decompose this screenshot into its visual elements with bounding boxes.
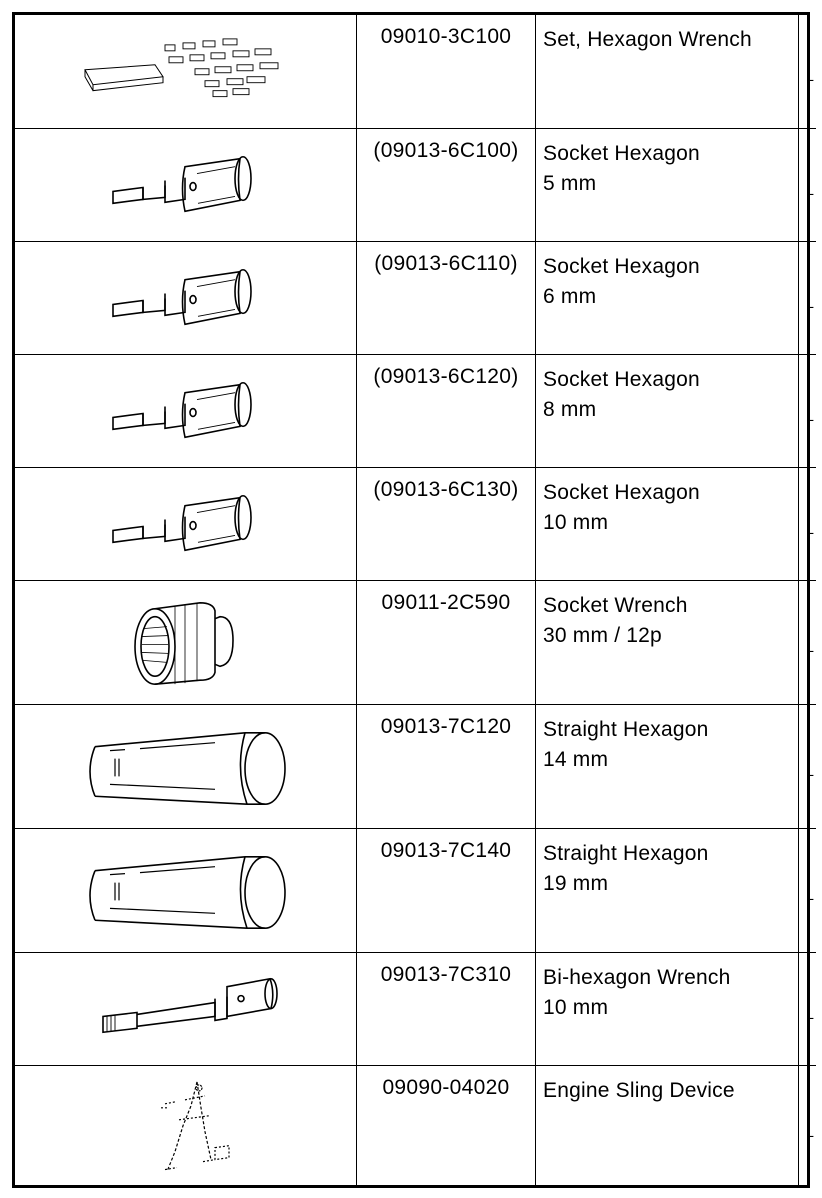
table-row xyxy=(15,467,816,580)
tool-description: Engine Sling Device xyxy=(536,1065,799,1188)
tool-illustration xyxy=(15,241,357,354)
tool-description: Socket Hexagon 10 mm xyxy=(536,467,799,580)
tool-description: Set, Hexagon Wrench xyxy=(536,15,799,128)
tool-illustration xyxy=(15,467,357,580)
quantity-cell: - xyxy=(799,241,817,354)
part-number: (09013-6C110) xyxy=(357,241,536,354)
tool-description: Socket Hexagon 8 mm xyxy=(536,354,799,467)
tool-description: Straight Hexagon 19 mm xyxy=(536,828,799,952)
straight-hexagon-icon xyxy=(15,829,356,952)
tool-description: Socket Wrench 30 mm / 12p xyxy=(536,580,799,704)
tool-illustration xyxy=(15,354,357,467)
straight-hexagon-icon xyxy=(15,705,356,828)
tool-description: Socket Hexagon 5 mm xyxy=(536,128,799,241)
part-number: 09011-2C590 xyxy=(357,580,536,704)
tool-illustration xyxy=(15,704,357,828)
quantity-cell: - xyxy=(799,704,817,828)
socket-hexagon-icon xyxy=(15,242,356,354)
tool-illustration xyxy=(15,1065,357,1188)
engine-sling-device-icon xyxy=(15,1066,356,1189)
table-row xyxy=(15,15,816,128)
tool-description: Straight Hexagon 14 mm xyxy=(536,704,799,828)
table-row xyxy=(15,952,816,1065)
quantity-cell: - xyxy=(799,1065,817,1188)
part-number: (09013-6C130) xyxy=(357,467,536,580)
special-tools-table xyxy=(15,15,816,1188)
table-row xyxy=(15,704,816,828)
socket-hexagon-icon xyxy=(15,468,356,580)
tool-list-sheet xyxy=(12,12,814,1188)
hexagon-wrench-set-icon xyxy=(15,15,356,128)
part-number: 09013-7C310 xyxy=(357,952,536,1065)
quantity-cell: - xyxy=(799,354,817,467)
tool-illustration xyxy=(15,15,357,128)
part-number: (09013-6C100) xyxy=(357,128,536,241)
table-row xyxy=(15,1065,816,1188)
part-number: 09010-3C100 xyxy=(357,15,536,128)
table-row xyxy=(15,580,816,704)
quantity-cell: - xyxy=(799,952,817,1065)
table-row xyxy=(15,241,816,354)
part-number: 09013-7C120 xyxy=(357,704,536,828)
quantity-cell: - xyxy=(799,467,817,580)
socket-wrench-icon xyxy=(15,581,356,704)
tool-illustration xyxy=(15,828,357,952)
tool-illustration xyxy=(15,128,357,241)
table-row xyxy=(15,128,816,241)
part-number: 09013-7C140 xyxy=(357,828,536,952)
socket-hexagon-icon xyxy=(15,355,356,467)
quantity-cell: - xyxy=(799,15,817,128)
tool-illustration xyxy=(15,580,357,704)
quantity-cell: - xyxy=(799,128,817,241)
socket-hexagon-icon xyxy=(15,129,356,241)
table-row xyxy=(15,354,816,467)
tool-illustration xyxy=(15,952,357,1065)
tool-description: Bi-hexagon Wrench 10 mm xyxy=(536,952,799,1065)
quantity-cell: - xyxy=(799,580,817,704)
part-number: (09013-6C120) xyxy=(357,354,536,467)
quantity-cell: - xyxy=(799,828,817,952)
part-number: 09090-04020 xyxy=(357,1065,536,1188)
tool-description: Socket Hexagon 6 mm xyxy=(536,241,799,354)
table-row xyxy=(15,828,816,952)
bi-hexagon-wrench-icon xyxy=(15,953,356,1065)
